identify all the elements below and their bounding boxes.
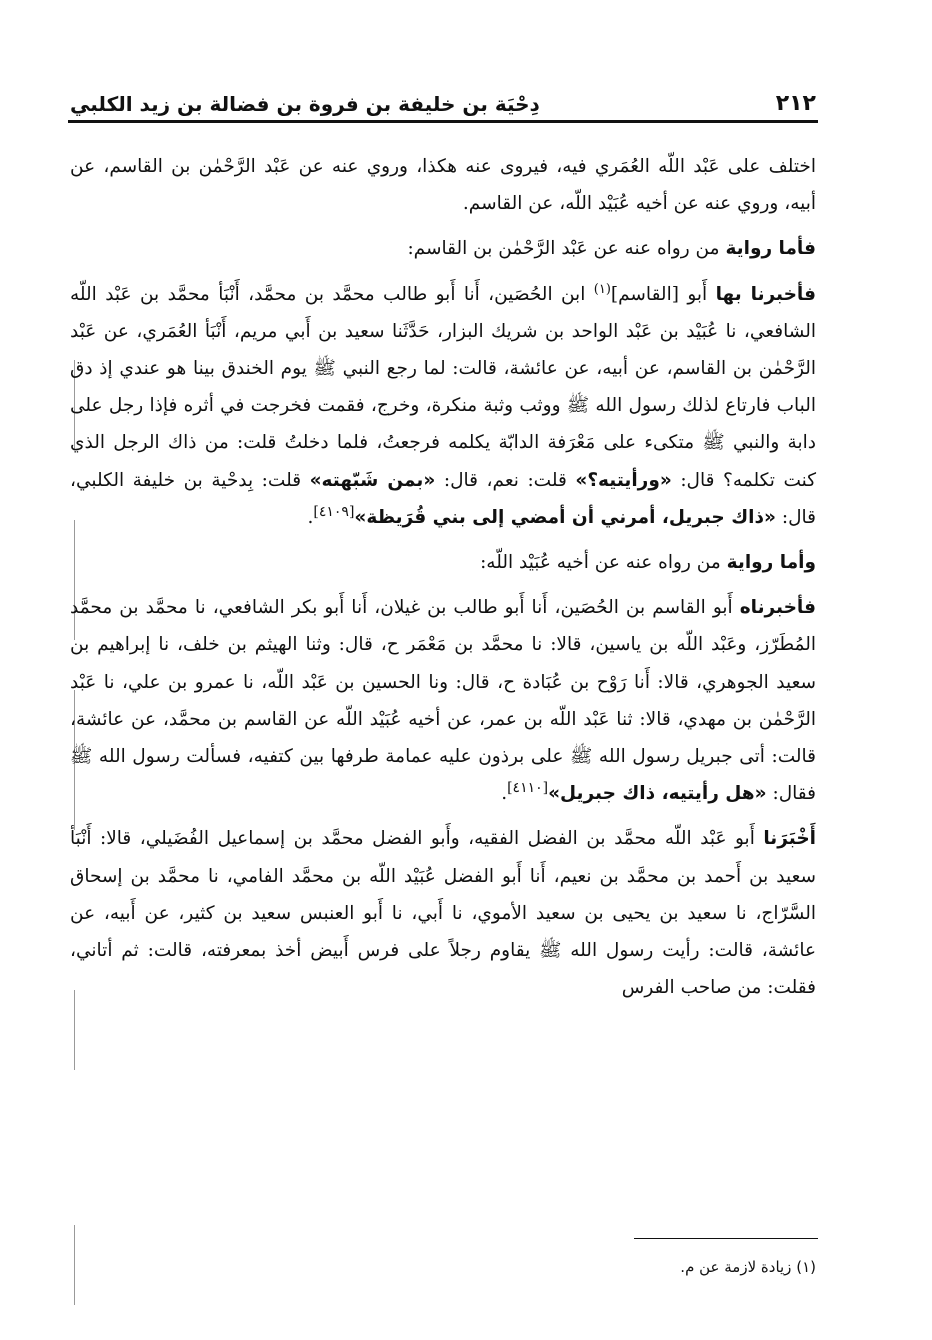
paragraph-lead: وأما رواية [726, 552, 816, 574]
paragraph-lead: أَخْبَرَنا [763, 828, 816, 850]
paragraph-text: أَبو عَبْد اللّه محمَّد بن الفضل الفقيه، وأَبو الفضل محمَّد بن إسماعيل الفُضَيلي، قالا: أَنْبَأ سعيد بن أَحمد بن محمَّد بن نعيم، أَنا أَبو الفضل عُبَيْد اللّه بن محمَّد الفامي، نا محمَّد بن إسحاق السَّرّاج، نا سعيد بن يحيى بن سعيد الأموي، نا أَبي، نا أَبو العنبس سعيد بن كثير، عن أَبيه، عن عائشة، قالت: رأيت رسول الله ﷺ يقاوم رجلاً على فرس أَبيض أخذ بمعرفته، قالت: ثم أتاني، فقلت: من صاحب الفرس [70, 828, 816, 999]
paragraph-5: فأخبرناه أَبو القاسم بن الحُصَين، أَنا أَبو طالب بن غيلان، أَنا أَبو بكر الشافعي، نا محمَّد بن محمَّد المُطَرّز، وعَبْد اللّه بن ياسين، قالا: نا محمَّد بن مَعْمَر ح، قال: وثنا الهيثم بن خلف، نا إبراهيم بن سعيد الجوهري، قالا: أَنا رَوْح بن عُبَادة ح، قال: ونا الحسين بن عَبْد اللّه، نا عمرو بن علي، نا عَبْد الرَّحْمٰن بن مهدي، قالا: ثنا عَبْد اللّه بن عمر، عن أخيه عُبَيْد اللّه عن القاسم بن محمَّد، عن عائشة، قالت: أتى جبريل رسول الله ﷺ على برذون عليه عمامة طرفها بين كتفيه، فسألت رسول الله ﷺ فقال: «هل رأيتيه، ذاك جبريل»[٤١١٠]. [70, 597, 816, 805]
footnote [70, 1258, 816, 1276]
hadith-number: [٤١١٠] [507, 780, 549, 797]
paragraph-text: قلت: بِدحْية بن خليفة الكلبي، قال: [70, 469, 816, 528]
footnote-marker: (١) [593, 281, 611, 297]
paragraph-lead: فأخبرناه [739, 597, 816, 619]
hadith-quote: «هل رأيتيه، ذاك جبريل» [548, 783, 767, 805]
hadith-quote: «بمن شَبّهته» [309, 469, 436, 491]
paragraph-text: ابن الحُصَين، أَنا أَبو طالب محمَّد بن محمَّد، أَنْبَأ محمَّد بن عَبْد اللّه الشافعي، نا عُبَيْد بن عَبْد الواحد بن شريك البزار، حَدَّثَنا سعيد بن أَبي مريم، أَنْبَأ العُمَري، عن عَبْد الرَّحْمٰن بن القاسم، عن أبيه، عن عائشة، قالت: لما رجع النبي ﷺ يوم الخندق بينا هو عندي إذ دق الباب فارتاع لذلك رسول الله ﷺ ووثب وثبة منكرة، وخرج، فقمت فخرجت في أثره فإذا رجل على دابة والنبي ﷺ متكىء على مَعْرَفة الدابّة يكلمه فرجعتُ، فلما دخلتُ قلت: من ذاك الرجل الذي كنت تكلمه؟ قال: [70, 283, 817, 491]
footnote-number: (١) [796, 1258, 816, 1276]
main-text [70, 148, 816, 1010]
paragraph-1 [70, 148, 816, 222]
header-rule [68, 120, 818, 123]
paragraph-2 [70, 230, 816, 267]
paragraph-text: من رواه عنه عن أخيه عُبَيْد اللّه: [480, 552, 721, 574]
running-title: دِحْيَة بن خليفة بن فروة بن فضالة بن زيد الكلبي [70, 92, 540, 116]
paragraph-text: اختلف على عَبْد اللّه العُمَري فيه، فيروى عنه هكذا، وروي عنه عن عَبْد الرَّحْمٰن بن القاسم، عن أبيه، وروي عنه عن أخيه عُبَيْد اللّه، عن القاسم. [70, 156, 816, 215]
hadith-quote: «ورأيتيه؟» [575, 469, 672, 491]
paragraph-6 [70, 820, 816, 1006]
hadith-number: [٤١٠٩] [313, 503, 355, 520]
page-header [70, 76, 816, 116]
footnote-rule [634, 1238, 818, 1239]
paragraph-4 [70, 544, 816, 581]
hadith-quote: «ذاك جبريل، أمرني أن أمضي إلى بني قُرَيظة» [354, 506, 776, 528]
paragraph-lead: فأما رواية [725, 238, 816, 260]
paragraph-text: من رواه عنه عن عَبْد الرَّحْمٰن بن القاسم: [407, 238, 720, 260]
paragraph-text: أَبو القاسم بن الحُصَين، أَنا أَبو طالب بن غيلان، أَنا أَبو بكر الشافعي، نا محمَّد بن محمَّد المُطَرّز، وعَبْد اللّه بن ياسين، قالا: نا محمَّد بن مَعْمَر ح، قال: وثنا الهيثم بن خلف، نا إبراهيم بن سعيد الجوهري، قالا: أَنا رَوْح بن عُبَادة ح، قال: ونا الحسين بن عَبْد اللّه، نا عمرو بن علي، نا عَبْد الرَّحْمٰن بن مهدي، قالا: ثنا عَبْد اللّه بن عمر، عن أخيه عُبَيْد اللّه عن القاسم بن محمَّد، عن عائشة، قالت: أتى جبريل رسول الله ﷺ على برذون عليه عمامة طرفها بين كتفيه، فسألت رسول الله ﷺ فقال: [70, 597, 816, 805]
paragraph-lead: فأخبرنا بها [715, 283, 816, 305]
paragraph-3: فأخبرنا بها أَبو [القاسم]$^{(١)}$ ابن الحُصَين، أَنا أَبو طالب محمَّد بن محمَّد، أَنْبَأ محمَّد بن عَبْد اللّه الشافعي، نا عُبَيْد بن عَبْد الواحد بن شريك البزار، حَدَّثَنا سعيد بن أَبي مريم، أَنْبَأ العُمَري، عن عَبْد الرَّحْمٰن بن القاسم، عن أبيه، عن عائشة، قالت: لما رجع النبي ﷺ يوم الخندق بينا هو عندي إذ دق الباب فارتاع لذلك رسول الله ﷺ ووثب وثبة منكرة، وخرج، فقمت فخرجت في أثره فإذا رجل على دابة والنبي ﷺ متكىء على مَعْرَفة الدابّة يكلمه فرجعتُ، فلما دخلتُ قلت: من ذاك الرجل الذي كنت تكلمه؟ قال: «ورأيتيه؟» قلت: نعم، قال: «بمن شَبّهته» قلت: بِدحْية بن خليفة الكلبي، قال: «ذاك جبريل، أمرني أن أمضي إلى بني قُرَيظة»[٤١٠٩]. [70, 281, 817, 528]
paragraph-text: أَبو [القاسم] [610, 283, 708, 305]
page-number: ٢١٢ [775, 91, 816, 116]
footnote-text: زيادة لازمة عن م. [680, 1258, 792, 1276]
paragraph-text: قلت: نعم، قال: [443, 469, 567, 491]
